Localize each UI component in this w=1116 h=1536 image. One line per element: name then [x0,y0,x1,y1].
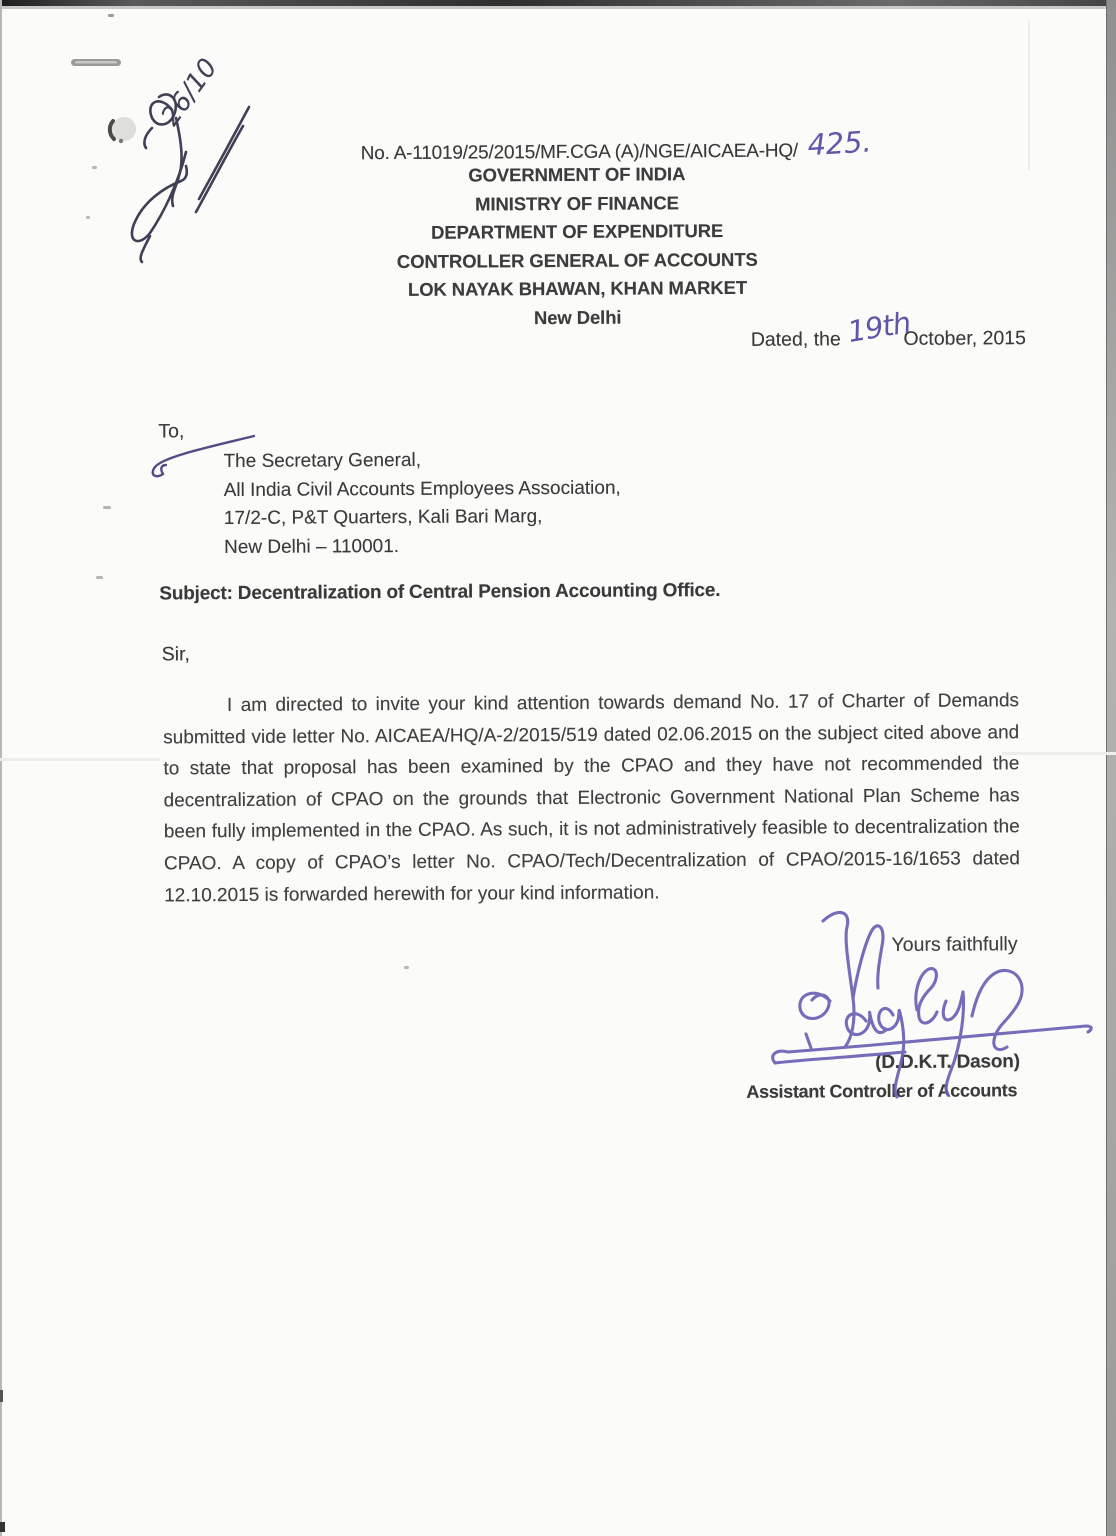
subject-line: Subject: Decentralization of Central Pension Accounting Office. [159,580,721,605]
salutation: Sir, [161,643,190,666]
recipient-label: To, [158,420,185,443]
handwritten-date-day: 19th [845,305,913,350]
date-prefix: Dated, the [750,328,841,351]
letterhead-department: DEPARTMENT OF EXPENDITURE [430,220,724,243]
recipient-line: The Secretary General, [223,449,422,473]
recipient-tick-mark [153,436,254,476]
signatory-name: (D.D.K.T. Dason) [875,1051,1020,1074]
letterhead-ministry: MINISTRY OF FINANCE [475,191,679,215]
letterhead-office: CONTROLLER GENERAL OF ACCOUNTS [396,248,758,272]
letterhead-government: GOVERNMENT OF INDIA [468,163,686,186]
valediction: Yours faithfully [891,933,1018,956]
date-month-year: October, 2015 [903,327,1027,350]
corner-initials-signature [132,94,249,262]
reference-number: No. A-11019/25/2015/MF.CGA (A)/NGE/AICAEA-HQ/ [360,140,799,165]
recipient-line: New Delhi – 110001. [223,535,400,558]
handwritten-dispatch-number: 425. [806,124,873,163]
signature [773,912,1092,1097]
signatory-title: Assistant Controller of Accounts [746,1080,1018,1102]
recipient-line: All India Civil Accounts Employees Association, [223,477,621,501]
recipient-line: 17/2-C, P&T Quarters, Kali Bari Marg, [223,506,543,530]
letterhead-city: New Delhi [533,306,622,329]
body-paragraph: I am directed to invite your kind attention towards demand No. 17 of Charter of Demands submitted vide letter No. AICAEA/HQ/A-2/2015/519 dated 02.06.2015 on the subject cited above and to state that proposal has been examined by the CPAO and they have not recommended the decentralization of CPAO on the grounds that Electronic Government National Plan Scheme has been fully implemented in the CPAO. As such, it is not administratively feasible to decentralization the CPAO. A copy of CPAO’s letter No. CPAO/Tech/Decentralization of CPAO/2015-16/1653 dated 12.10.2015 is forwarded herewith for your kind information. [163,690,1021,906]
handwritten-corner-date: 26/10 [155,53,224,132]
letterhead-address: LOK NAYAK BHAWAN, KHAN MARKET [407,277,748,301]
